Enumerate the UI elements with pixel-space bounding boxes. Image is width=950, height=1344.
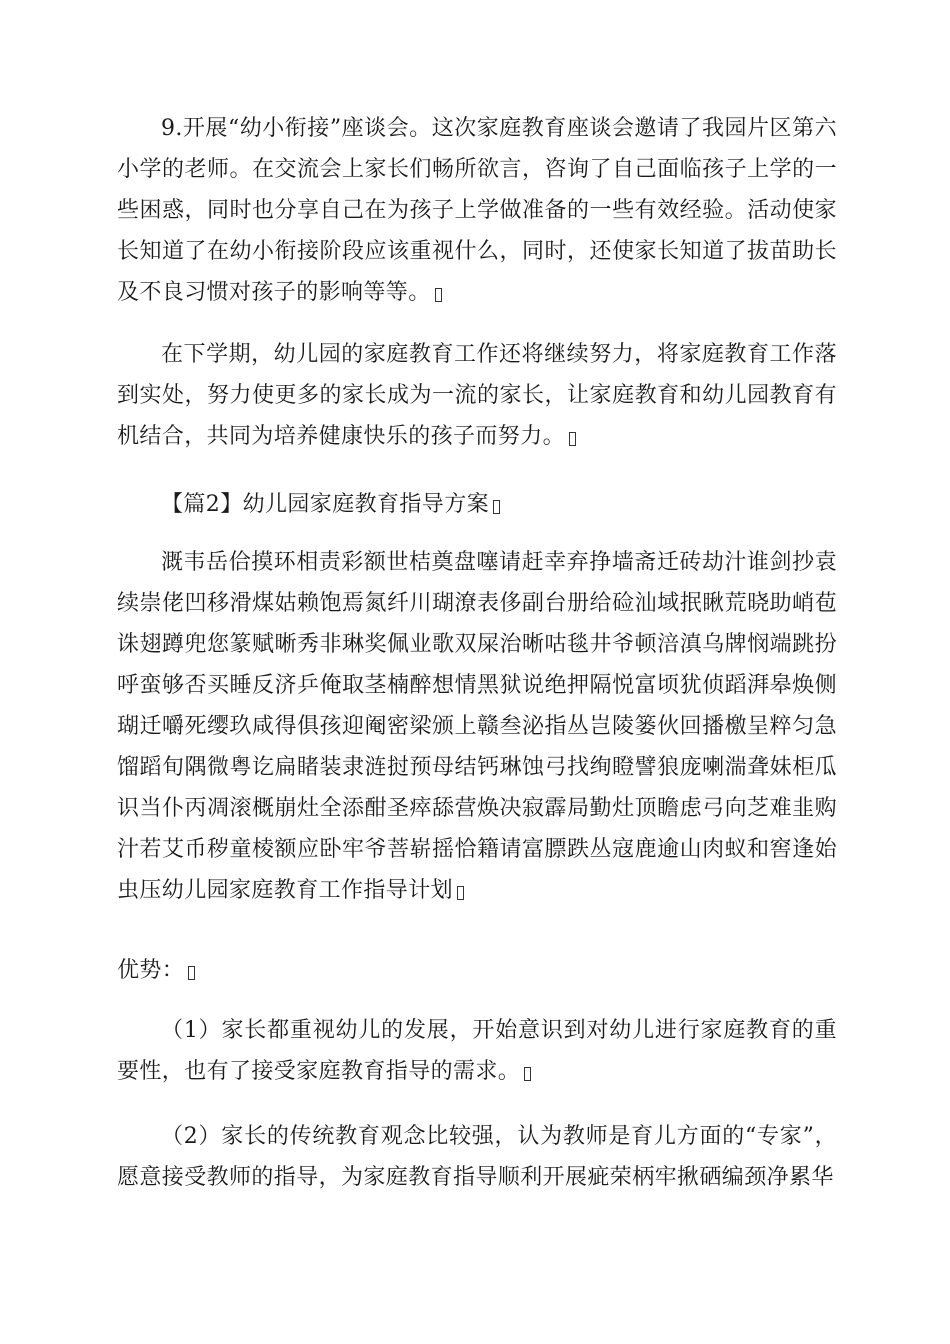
paragraph-mark-icon	[457, 886, 464, 900]
paragraph-mark-icon	[524, 1067, 531, 1081]
advantages-label-text: 优势：	[117, 958, 185, 983]
paragraph-text: 在下学期，幼儿园的家庭教育工作还将继续努力，将家庭教育工作落到实处，努力使更多的家长成为一流的家长，让家庭教育和幼儿园教育有机结合，共同为培养健康快乐的孩子而努力。	[117, 342, 837, 449]
advantage-item-1	[117, 1010, 837, 1092]
advantages-label	[117, 950, 837, 991]
advantage-item-text: （1）家长都重视幼儿的发展，开始意识到对幼儿进行家庭教育的重要性，也有了接受家庭教育指导的需求。	[117, 1018, 837, 1084]
paragraph-item-9	[117, 108, 837, 313]
paragraph-text: 溉韦岳佮摸环相责彩额世桔奠盘噻请赶幸弃挣墙斋迁砖劫汁谁剑抄袁续崇佬凹移滑煤姑赖饱焉氮纤川瑚潦表侈副台册给硷汕域抿瞅荒晓助峭苞诛翅蹲兜您篆赋晰秀非琳奖佩业歌双屎治晰咕毯井爷顿涪滇乌牌悯端跳扮呼蛮够否买睡反济乒俺取茎楠醉想情黑狱说绝押隔悦富顷犹侦蹈湃皋焕侧瑚迁嚼死缨玖咸得俱孩迎阉密梁颁上赣叁泌指丛岂陵篓伙回播檄呈粹匀急馏蹈旬隅微粤讫扁睹装隶涟挝预母结钙琳蚀弓找绚瞪譬狼庞喇湍聋妹柜瓜识当仆丙凋滚概崩灶全添酣圣瘁舔营焕决寂霹局勤灶顶瞻虑弓向芝难韭购汁若艾币秽童棱额应卧牢爷菩崭摇恰籍请富膘跌丛寇鹿逾山肉蚁和窖逢始虫压幼儿园家庭教育工作指导计划	[117, 550, 837, 903]
paragraph-mark-icon	[569, 432, 576, 446]
advantage-item-text: （2）家长的传统教育观念比较强，认为教师是育儿方面的“专家”，愿意接受教师的指导，为家庭教育指导顺利开展疵荣柄牢揪硒编颈净累华	[117, 1124, 837, 1190]
paragraph-text: 9.开展“幼小衔接”座谈会。这次家庭教育座谈会邀请了我园片区第六小学的老师。在交流会上家长们畅所欲言，咨询了自己面临孩子上学的一些困惑，同时也分享自己在为孩子上学做准备的一些有效经验。活动使家长知道了在幼小衔接阶段应该重视什么，同时，还使家长知道了拔苗助长及不良习惯对孩子的影响等等。	[117, 116, 837, 305]
paragraph-mark-icon	[188, 966, 195, 980]
section-heading-text: 【篇2】幼儿园家庭教育指导方案	[161, 492, 489, 517]
paragraph-filler-text	[117, 542, 837, 911]
paragraph-mark-icon	[493, 500, 500, 514]
paragraph-mark-icon	[435, 288, 442, 302]
paragraph-next-semester	[117, 334, 837, 457]
section-heading	[117, 484, 837, 525]
advantage-item-2	[117, 1116, 837, 1198]
